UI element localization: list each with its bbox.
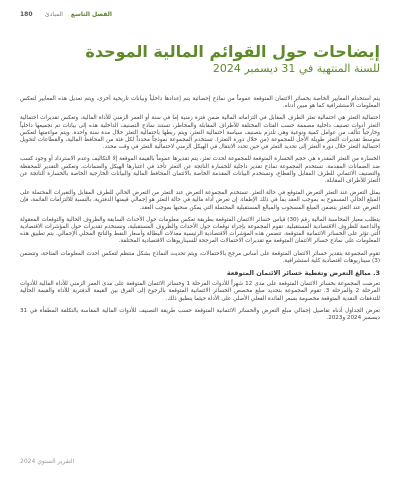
page-header	[20, 11, 380, 23]
page-title: إيضاحات حول القوائم المالية الموحدة	[85, 42, 380, 61]
paragraph: يتطلب معيار المحاسبة المالية رقم (30) قياس خسائر الائتمان المتوقعة بطريقة تعكس معلومات حول الأحداث السابقة والظروف الحالية والتوقعات المعقولة والداعمة للظروف الاقتصادية المستقبلية. تقوم المجموعة بإجراء توقعات حول الأحداث والظروف المستقبلية، وتستخدم تقديرات حول المؤشرات الاقتصادية التي تؤثر على الخسائر الائتمانية المتوقعة. تتضمن هذه المؤشرات الاقتصادية الرئيسية معدلات البطالة وأسعار النفط والناتج المحلي الإجمالي. يتم تطبيق هذه المعلومات على نماذج خسائر الائتمان المتوقعة مع تقديرات الاحتمالات المرجحة للسيناريوهات الاقتصادية المختلفة.	[20, 216, 380, 245]
page-subtitle: للسنة المنتهية في 31 ديسمبر 2024	[212, 62, 380, 75]
paragraph: تعرض الجداول أدناه تفاصيل إجمالي مبلغ التعرض والخسائر الائتمانية المتوقعة حسب طريقة التصنيف للأدوات المالية المقاسة بالتكلفة المطفأة في 31 ديسمبر 2024 و2023.	[20, 307, 380, 322]
section-heading: 3. مبالغ التعرض وتغطية خسائر الائتمان المتوقعة	[226, 269, 380, 278]
paragraph: تعرضت المجموعة بخسائر الائتمان المتوقعة على مدى 12 شهراً للأدوات المرحلة 1 وخسائر الائتمان المتوقعة على مدى العمر الزمني للأداة المالية للأدوات المرحلة 2 والمرحلة 3. تقوم المجموعة بتحديد مبلغ مخصص الخسائر الائتمانية المتوقعة بالرجوع إلى الفرق بين القيمة الدفترية للأداة والقيمة الحالية للتدفقات النقدية المتوقعة مخصومة بسعر الفائدة الفعلي الأصلي على الأداة حيثما ينطبق ذلك.	[20, 281, 381, 302]
breadcrumb-item-principles[interactable]: المبادئ	[45, 11, 63, 18]
body-content	[20, 96, 380, 327]
breadcrumb	[42, 11, 115, 18]
paragraph: تقوم المجموعة بتقدير خسائر الائتمان المتوقعة على أساس مرجح بالاحتمالات، ويتم تحديث النماذج بشكل منتظم لتعكس أحدث المعلومات المتاحة، وتتضمن (3) سيناريوهات اقتصادية كلية استشرافية.	[20, 250, 380, 264]
paragraph: يمثل التعرض عند التعثر التعرض المتوقع في حالة التعثر. تستخدم المجموعة التعرض عند التعثر من التعرض الحالي للطرف المقابل والتغيرات المحتملة على المبلغ الحالي المسموح به بموجب العقد بما في ذلك الإطفاء. إن تعرض أداة مالية في حالة التعثر هو إجمالي قيمتها الدفترية. بالنسبة للالتزامات القائمة، فإن التعرض عند التعثر يتضمن المبلغ المسحوب والمبالغ المستقبلية المحتملة التي يمكن سحبها بموجب العقد.	[20, 190, 380, 211]
breadcrumb-item-chapter[interactable]: الفصل التاسع	[70, 11, 112, 18]
paragraph: يتم استخدام المعايير الخاصة بخسائر الائتمان المتوقعة عموماً من نماذج إحصائية يتم إعدادها داخلياً وبيانات تاريخية أخرى، ويتم تعديل هذه المعايير لتعكس المعلومات الاستشرافية كما هو مبين أدناه.	[20, 96, 380, 110]
paragraph: الخسارة من التعثر المقدرة هي حجم الخسارة المتوقعة للمجموعة لحدث تعثر، يتم تقديرها عموماً بالقيمة الموقعة إلا التكاليف وعدم الاسترداد أو وجود كسب ضد الضمانات المقدمة. تستخدم المجموعة نماذج تقدير داخلية للخسارة الناتجة عن التعثر تأخذ في اعتبارها الهيكل والضمانات، وتعكس التقدير للمحفظة والتصنيف الائتماني للطرف المقابل والقطاع، وتستخدم البيانات المقدمة الخاصة بالائتمان المحافظ المالية والبيانات الخارجية الخاصة بالخسارة الناتجة عن التعثر للأطراف المقابلة.	[20, 156, 380, 185]
page-footer: التقرير السنوي 2024	[20, 458, 75, 465]
title-block	[20, 42, 380, 77]
paragraph: احتمالية التعثر هي احتمالية تعثر الطرف المقابل في التزاماته المالية ضمن فترة زمنية إما في سنة أو العمر الزمني للأداة المالية، وتعكس تقديرات احتمالية التعثر أدوات تصنيف داخلية مصممة حسب الفئات المختلفة للأطراف المقابلة والمخاطر، تستند نماذج التصنيف الداخلية هذه إلى بيانات تم تجميعها داخلياً وخارجياً تتألف من عوامل كمية ونوعية وهي تلتزم بتصنيف سياسة احتمالية التعثر، ويتم ربطها باحتمالية التعثر خلال مدة سنة واحدة. ويتم مواءمتها لتعكس متوسط تقديرات التعثر طويلة الأجل للمجموعة (من خلال دورة التعثر). تستخدم المجموعة نموذجاً محدداً لكل فئة من المحافظ المالية، والقطاعات لتحويل احتمالية التعثر خلال دورة التعثر إلى تحديد التعثر في حين تحدد الانتقال في الهيكل الزمني لاحتمالية التعثر في وقت محدد.	[20, 115, 380, 151]
page-number: 180	[20, 11, 33, 18]
